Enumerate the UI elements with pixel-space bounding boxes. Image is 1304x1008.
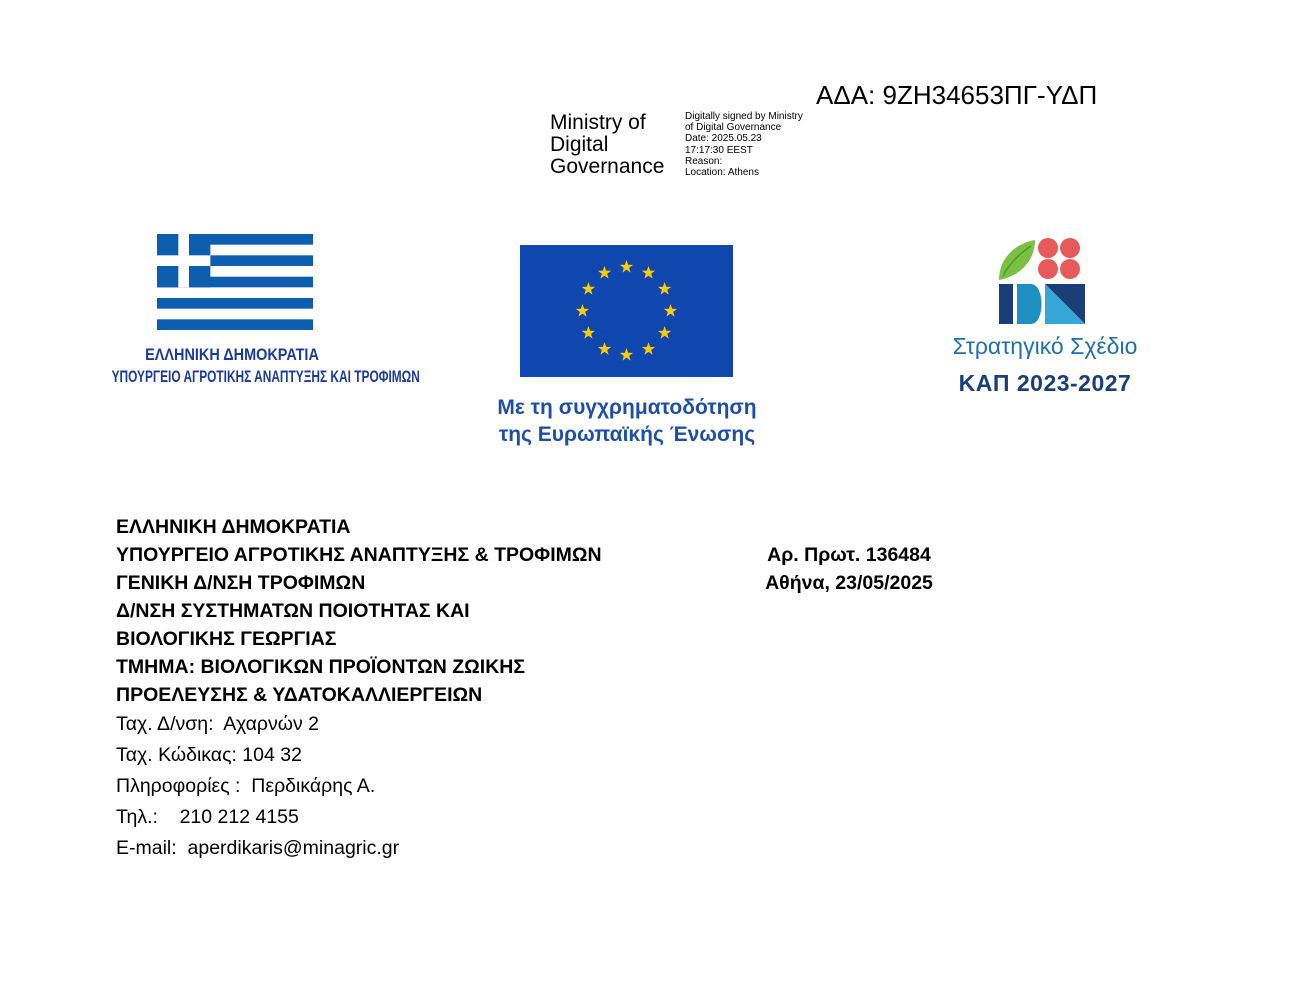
sender-address: Ταχ. Δ/νση: Αχαρνών 2 xyxy=(116,713,320,735)
sender-line: ΥΠΟΥΡΓΕΙΟ ΑΓΡΟΤΙΚΗΣ ΑΝΑΠΤΥΞΗΣ & ΤΡΟΦΙΜΩΝ xyxy=(116,544,602,566)
eu-caption-line1: Με τη συγχρηματοδότηση xyxy=(497,396,757,419)
sender-email: E-mail: aperdikaris@minagric.gr xyxy=(116,837,400,859)
ada-number: ΑΔΑ: 9ΖΗ34653ΠΓ-ΥΔΠ xyxy=(816,80,1098,110)
signature-detail-line: Digitally signed by Ministry xyxy=(685,111,803,122)
sender-phone: Τηλ.: 210 212 4155 xyxy=(116,806,299,828)
greek-logo-line2: ΥΠΟΥΡΓΕΙΟ ΑΓΡΟΤΙΚΗΣ ΑΝΑΠΤΥΞΗΣ ΚΑΙ ΤΡΟΦΙΜΩΝ xyxy=(111,367,420,386)
signature-detail-line: Date: 2025.05.23 xyxy=(685,133,762,145)
sender-postal-code: Ταχ. Κώδικας: 104 32 xyxy=(116,744,302,766)
signature-ministry-line: Governance xyxy=(550,155,665,178)
signature-detail-line: 17:17:30 EEST xyxy=(685,144,753,156)
sender-line: ΕΛΛΗΝΙΚΗ ΔΗΜΟΚΡΑΤΙΑ xyxy=(116,516,351,538)
signature-ministry-line: Digital xyxy=(550,133,609,156)
eu-cofunding-caption xyxy=(440,394,814,448)
cap-plan-logo-icon xyxy=(995,236,1091,326)
sender-info: Πληροφορίες : Περδικάρης Α. xyxy=(116,775,376,797)
reference-block xyxy=(740,541,958,597)
signature-detail-line: of Digital Governance xyxy=(685,122,782,134)
sender-line: ΤΜΗΜΑ: ΒΙΟΛΟΓΙΚΩΝ ΠΡΟΪΟΝΤΩΝ ΖΩΙΚΗΣ xyxy=(116,656,526,678)
greek-flag-icon xyxy=(157,234,313,330)
eu-caption-line2: της Ευρωπαϊκής Ένωσης xyxy=(498,423,756,446)
greek-logo-line1: ΕΛΛΗΝΙΚΗ ΔΗΜΟΚΡΑΤΙΑ xyxy=(145,345,319,364)
cap-logo-title: ΚΑΠ 2023-2027 xyxy=(958,370,1132,396)
sender-line: Δ/ΝΣΗ ΣΥΣΤΗΜΑΤΩΝ ΠΟΙΟΤΗΤΑΣ ΚΑΙ xyxy=(116,600,470,622)
signature-details xyxy=(685,111,803,178)
greek-republic-text xyxy=(60,345,420,387)
signature-detail-line: Reason: xyxy=(685,155,723,167)
signature-detail-line: Location: Athens xyxy=(685,167,759,179)
sender-line: ΓΕΝΙΚΗ Δ/ΝΣΗ ΤΡΟΦΙΜΩΝ xyxy=(116,572,366,594)
eu-flag-icon xyxy=(520,245,733,377)
protocol-number: Αρ. Πρωτ. 136484 xyxy=(767,544,931,566)
signature-ministry-line: Ministry of xyxy=(550,111,646,134)
document-date: Αθήνα, 23/05/2025 xyxy=(765,572,933,594)
sender-line: ΒΙΟΛΟΓΙΚΗΣ ΓΕΩΡΓΙΑΣ xyxy=(116,628,337,650)
sender-line: ΠΡΟΕΛΕΥΣΗΣ & ΥΔΑΤΟΚΑΛΛΙΕΡΓΕΙΩΝ xyxy=(116,684,483,706)
cap-logo-subtitle: Στρατηγικό Σχέδιο xyxy=(952,333,1138,359)
signature-ministry xyxy=(550,112,664,178)
sender-block xyxy=(116,513,602,864)
